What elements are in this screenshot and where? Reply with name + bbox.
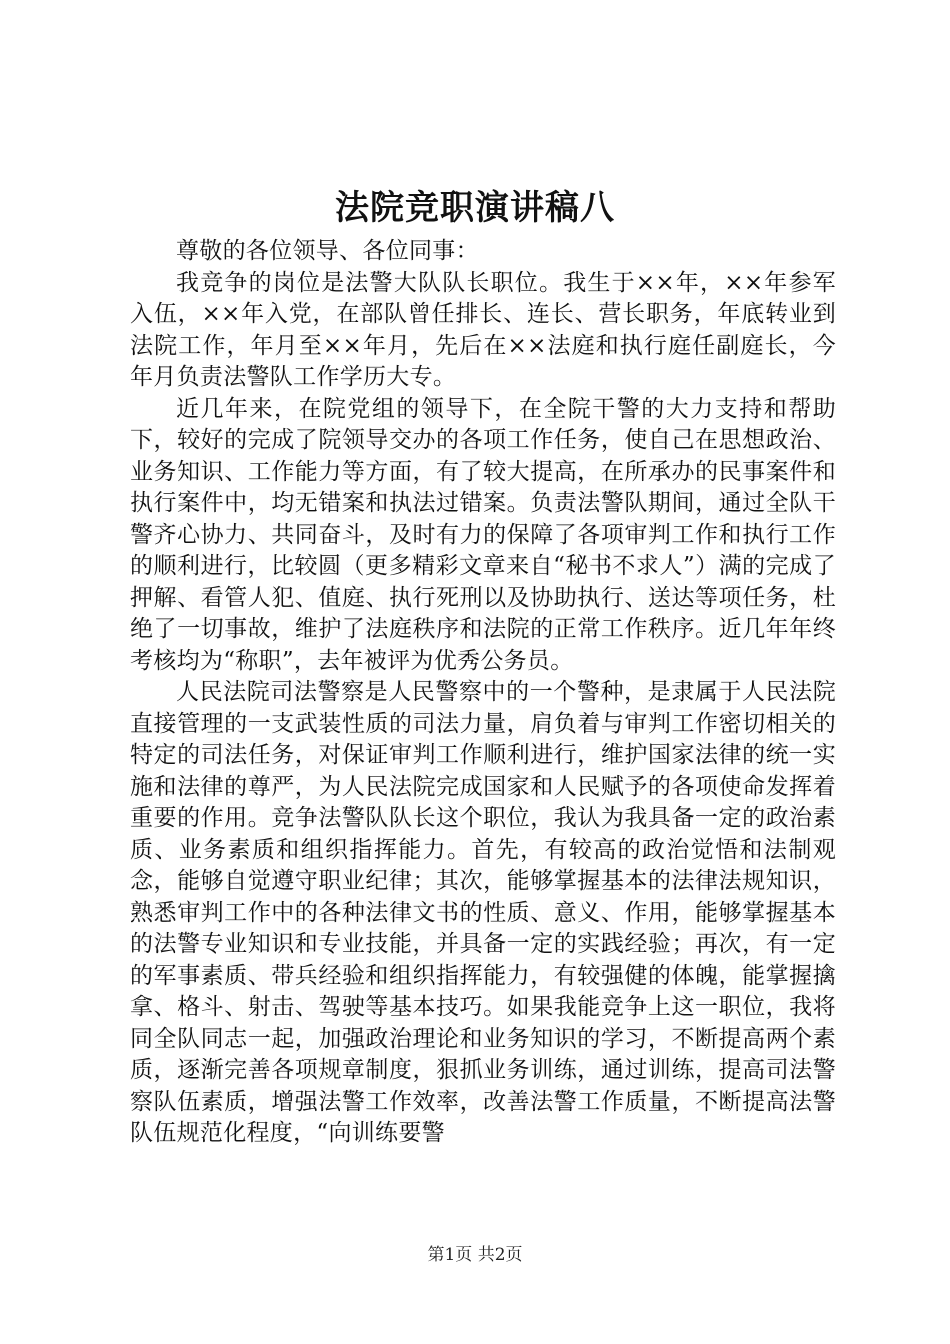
body-paragraph: 人民法院司法警察是人民警察中的一个警种，是隶属于人民法院直接管理的一支武装性质的司法力量，肩负着与审判工作密切相关的特定的司法任务，对保证审判工作顺利进行，维护国家法律的统一实施和法律的尊严，为人民法院完成国家和人民赋予的各项使命发挥着重要的作用。竞争法警队队长这个职位，我认为我具备一定的政治素质、业务素质和组织指挥能力。首先，有较高的政治觉悟和法制观念，能够自觉遵守职业纪律；其次，能够掌握基本的法律法规知识，熟悉审判工作中的各种法律文书的性质、意义、作用，能够掌握基本的法警专业知识和专业技能，并具备一定的实践经验；再次，有一定的军事素质、带兵经验和组织指挥能力，有较强健的体魄，能掌握擒拿、格斗、射击、驾驶等基本技巧。如果我能竞争上这一职位，我将同全队同志一起，加强政治理论和业务知识的学习，不断提高两个素质，逐渐完善各项规章制度，狠抓业务训练，通过训练，提高司法警察队伍素质，增强法警工作效率，改善法警工作质量，不断提高法警队伍规范化程度，“向训练要警 [130, 679, 836, 1146]
body-paragraph: 我竞争的岗位是法警大队队长职位。我生于××年，××年参军入伍，××年入党，在部队曾任排长、连长、营长职务，年底转业到法院工作，年月至××年月，先后在××法庭和执行庭任副庭长，今年月负责法警队工作学历大专。 [130, 269, 836, 390]
document-body [130, 236, 836, 1150]
body-paragraph: 近几年来，在院党组的领导下，在全院干警的大力支持和帮助下，较好的完成了院领导交办的各项工作任务，使自己在思想政治、业务知识、工作能力等方面，有了较大提高，在所承办的民事案件和执行案件中，均无错案和执法过错案。负责法警队期间，通过全队干警齐心协力、共同奋斗，及时有力的保障了各项审判工作和执行工作的顺利进行，比较圆（更多精彩文章来自“秘书不求人”）满的完成了押解、看管人犯、值庭、执行死刑以及协助执行、送达等项任务，杜绝了一切事故，维护了法庭秩序和法院的正常工作秩序。近几年年终考核均为“称职”，去年被评为优秀公务员。 [130, 395, 836, 674]
page-number-footer: 第1页 共2页 [427, 1245, 523, 1265]
salutation-paragraph: 尊敬的各位领导、各位同事： [176, 238, 479, 264]
document-title: 法院竞职演讲稿八 [335, 188, 615, 228]
